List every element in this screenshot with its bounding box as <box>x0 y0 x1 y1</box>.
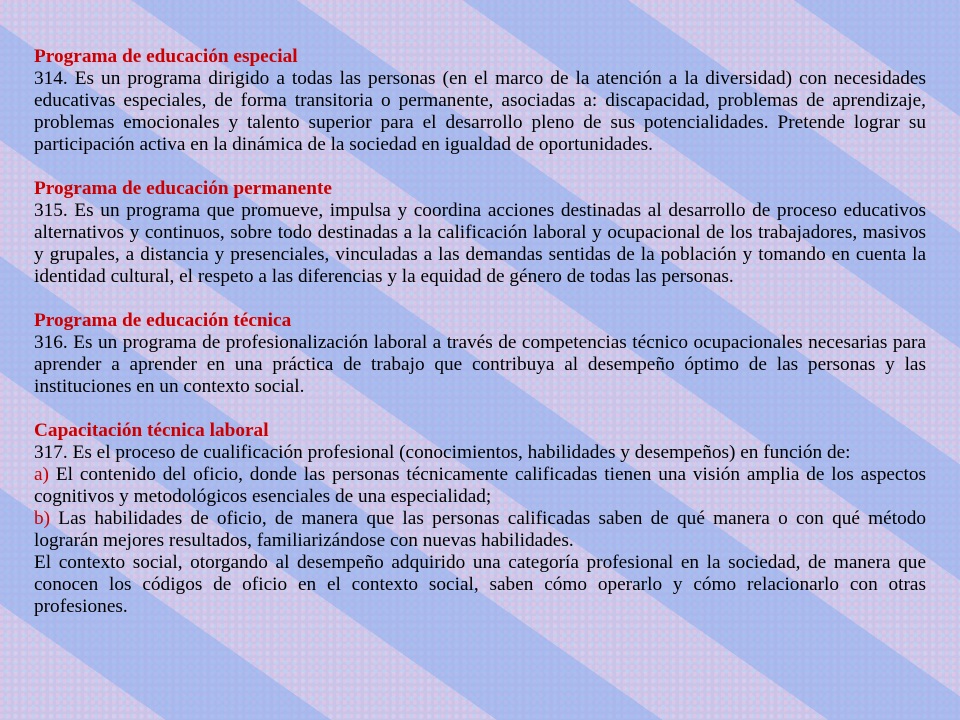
section-title: Capacitación técnica laboral <box>34 420 269 441</box>
section-title: Programa de educación especial <box>34 46 298 67</box>
section-educacion-tecnica <box>34 310 926 398</box>
section-capacitacion-tecnica <box>34 420 926 618</box>
section-educacion-especial <box>34 46 926 156</box>
list-item-text: El contenido del oficio, donde las personas técnicamente calificadas tienen una visión amplia de los aspectos cognitivos y metodológicos esenciales de una especialidad; <box>34 464 926 507</box>
list-marker: b) <box>34 508 51 529</box>
list-item-text: Las habilidades de oficio, de manera que las personas calificadas saben de qué manera o con qué método lograrán mejores resultados, familiarizándose con nuevas habilidades. <box>34 508 926 551</box>
list-marker: a) <box>34 464 49 485</box>
list-item <box>34 464 926 508</box>
list-item <box>34 508 926 552</box>
section-title: Programa de educación técnica <box>34 310 292 331</box>
slide-content <box>34 46 926 640</box>
section-title: Programa de educación permanente <box>34 178 332 199</box>
section-body: 317. Es el proceso de cualificación profesional (conocimientos, habilidades y desempeños) en función de: <box>34 442 851 463</box>
closing-text: El contexto social, otorgando al desempeño adquirido una categoría profesional en la sociedad, de manera que conocen los códigos de oficio en el contexto social, saben cómo operarlo y cómo relacionarlo con otras profesiones. <box>34 552 926 617</box>
section-body: 316. Es un programa de profesionalización laboral a través de competencias técnico ocupacionales necesarias para aprender a aprender en una práctica de trabajo que contribuya al desempeño óptimo de las personas y las instituciones en un contexto social. <box>34 332 926 397</box>
section-educacion-permanente <box>34 178 926 288</box>
section-body: 314. Es un programa dirigido a todas las personas (en el marco de la atención a la diversidad) con necesidades educativas especiales, de forma transitoria o permanente, asociadas a: discapacidad, problemas de aprendizaje, problemas emocionales y talento superior para el desarrollo pleno de sus potencialidades. Pretende lograr su participación activa en la dinámica de la sociedad en igualdad de oportunidades. <box>34 68 926 155</box>
section-body: 315. Es un programa que promueve, impulsa y coordina acciones destinadas al desarrollo de proceso educativos alternativos y continuos, sobre todo destinadas a la calificación laboral y ocupacional de los trabajadores, masivos y grupales, a distancia y presenciales, vinculadas a las demandas sentidas de la población y tomando en cuenta la identidad cultural, el respeto a las diferencias y la equidad de género de todas las personas. <box>34 200 926 287</box>
